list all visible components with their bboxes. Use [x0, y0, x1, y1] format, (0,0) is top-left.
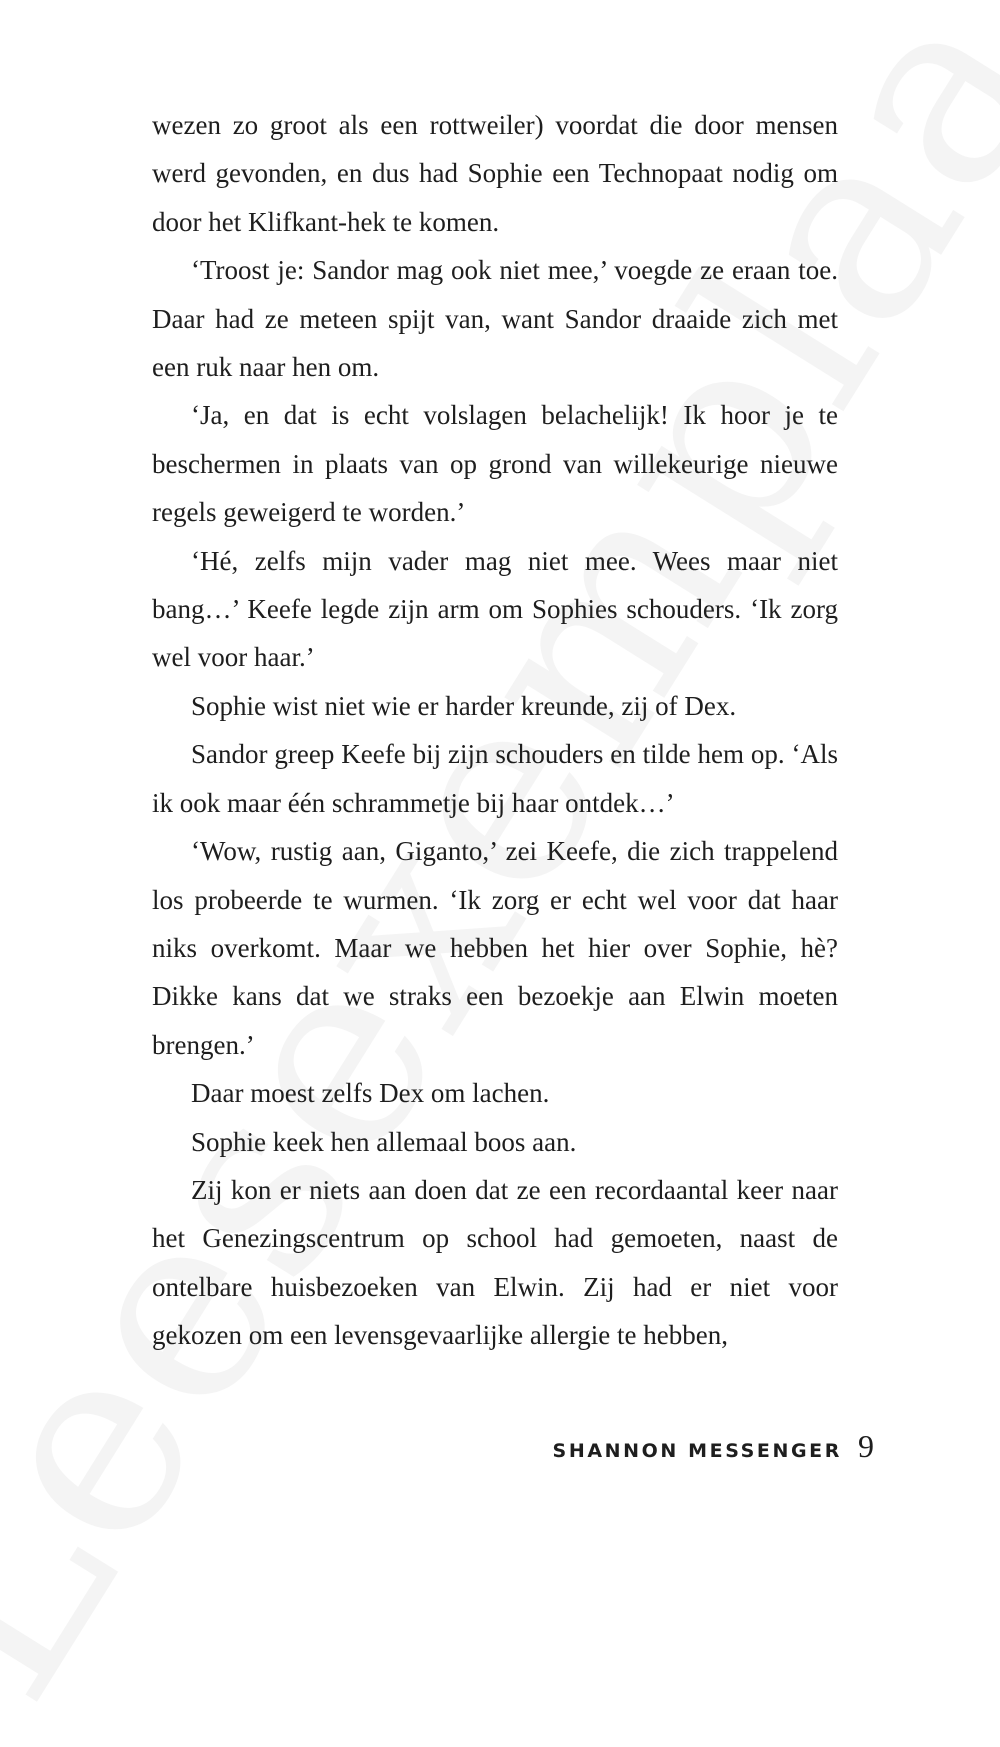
author-name: SHANNON MESSENGER [552, 1440, 842, 1462]
paragraph: ‘Hé, zelfs mijn vader mag niet mee. Wees maar niet bang…’ Keefe legde zijn arm om Sophies schouders. ‘Ik zorg wel voor haar.’ [152, 545, 838, 673]
page-number: 9 [858, 1428, 874, 1464]
paragraph: Sandor greep Keefe bij zijn schouders en tilde hem op. ‘Als ik ook maar één schrammetje bij haar ontdek…’ [152, 739, 838, 818]
paragraph: Zij kon er niets aan doen dat ze een recordaantal keer naar het Genezingscentrum op school had gemoeten, naast de ontelbare huisbezoeken van Elwin. Zij had er niet voor gekozen om een levensgevaarlijke allergie te hebben, [152, 1174, 838, 1351]
page-footer [553, 1428, 874, 1465]
paragraph: ‘Troost je: Sandor mag ook niet mee,’ voegde ze eraan toe. Daar had ze meteen spijt van, want Sandor draaide zich met een ruk naar hen om. [152, 255, 838, 383]
paragraph: Daar moest zelfs Dex om lachen. [191, 1078, 550, 1109]
paragraph: Sophie keek hen allemaal boos aan. [191, 1126, 577, 1157]
paragraph: ‘Wow, rustig aan, Giganto,’ zei Keefe, die zich trappelend los probeerde te wurmen. ‘Ik zorg er echt wel voor dat haar niks overkomt. Maar we hebben het hier over Sophie, hè? Dikke kans dat we straks een bezoekje aan Elwin moeten brengen.’ [152, 836, 838, 1060]
paragraph: ‘Ja, en dat is echt volslagen belachelijk! Ik hoor je te beschermen in plaats van op grond van willekeurige nieuwe regels geweigerd te worden.’ [152, 400, 838, 528]
body-text [152, 101, 838, 1360]
paragraph: wezen zo groot als een rottweiler) voordat die door mensen werd gevonden, en dus had Sophie een Technopaat nodig om door het Klifkant-hek te komen. [152, 110, 838, 237]
paragraph: Sophie wist niet wie er harder kreunde, zij of Dex. [191, 690, 737, 721]
